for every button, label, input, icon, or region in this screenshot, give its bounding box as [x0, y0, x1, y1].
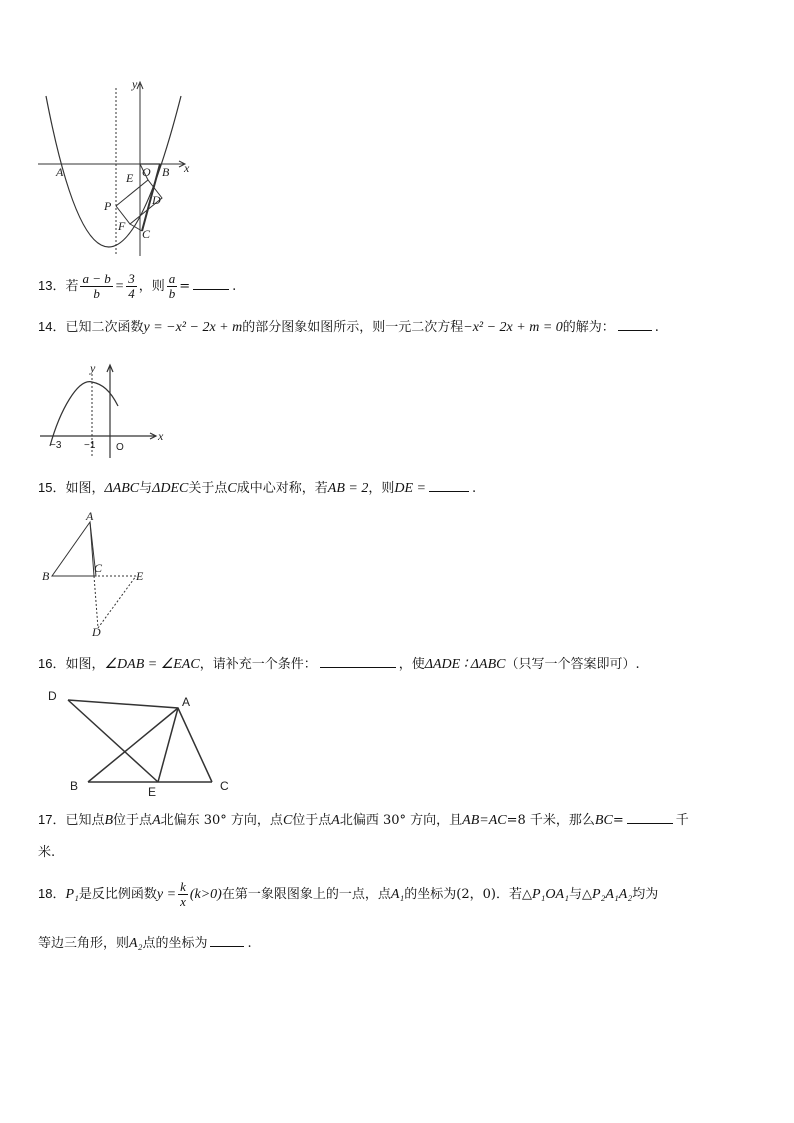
- question-17: 17．已知点B位于点A北偏东 30° 方向，点C位于点A北偏西 30° 方向，且AB=AC=8 千米，那么BC= 千: [38, 812, 689, 828]
- fig4-label-e: E: [148, 785, 157, 799]
- fig1-label-o: O: [142, 165, 151, 179]
- triangle-abc: [52, 522, 96, 576]
- fig1-label-p: P: [104, 199, 112, 213]
- question-18-line2: 等边三角形，则A₂点的坐标为 .: [38, 936, 252, 951]
- answer-blank[interactable]: [627, 822, 673, 824]
- question-13: 13．若 $\frac{a - b}{b}$ = $\frac{3}{4}$ ，则 $\frac{a}{b}$ = .: [38, 271, 237, 301]
- fig3-label-b: B: [42, 569, 50, 583]
- fig2-label-o: O: [116, 442, 124, 453]
- fig2-label-y: y: [90, 361, 96, 375]
- figure-quadratic-graph: [38, 360, 168, 462]
- fig1-label-a: A: [56, 165, 64, 179]
- answer-blank[interactable]: [193, 288, 229, 290]
- figure-parabola-pde: [36, 78, 196, 260]
- segment-a-b: [88, 708, 178, 782]
- answer-blank[interactable]: [618, 329, 652, 331]
- segment-d-e: [68, 700, 158, 782]
- fraction-3: $\frac{a}{b}$: [168, 271, 176, 301]
- answer-blank[interactable]: [210, 945, 244, 947]
- fig4-label-c: C: [220, 779, 229, 793]
- fig3-label-c: C: [94, 561, 103, 575]
- question-14: 14．已知二次函数y = −x² − 2x + m的部分图象如图所示，则一元二次方程−x² − 2x + m = 0的解为： .: [38, 319, 659, 335]
- segment-a-e: [158, 708, 178, 782]
- fig3-label-a: A: [86, 510, 94, 523]
- fig3-label-d: D: [92, 625, 101, 639]
- fig3-label-e: E: [136, 569, 144, 583]
- question-15: 15．如图，ΔABC与ΔDEC关于点C成中心对称，若AB = 2，则DE = .: [38, 480, 477, 496]
- question-17-line2: 米.: [38, 845, 56, 860]
- fig4-label-d: D: [48, 689, 57, 703]
- question-number: 16．: [38, 656, 66, 671]
- fig1-label-x: x: [184, 161, 190, 175]
- answer-blank[interactable]: [320, 666, 396, 668]
- fig1-label-y: y: [132, 78, 138, 91]
- segment-cd-dotted: [94, 576, 98, 628]
- fig4-label-a: A: [182, 695, 191, 709]
- fraction-k-over-x: $\frac{k}{x}$: [180, 879, 186, 909]
- parabola-curve: [46, 96, 181, 247]
- question-number: 18．: [38, 886, 66, 901]
- fraction-1: $\frac{a - b}{b}$: [82, 271, 111, 301]
- fig1-label-c: C: [142, 227, 151, 241]
- fig1-label-f: F: [118, 219, 126, 233]
- question-18: 18．P₁是反比例函数y = $\frac{k}{x}$ (k>0)在第一象限图象上的一点，点A₁的坐标为(2，0)．若△P₁OA₁与△P₂A₁A₂均为: [38, 879, 659, 909]
- segment-de-dotted: [98, 576, 136, 628]
- question-number: 13．: [38, 278, 66, 293]
- fig1-label-e: E: [126, 171, 134, 185]
- answer-blank[interactable]: [429, 490, 469, 492]
- question-number: 17．: [38, 812, 66, 827]
- segment-d-a-c: [68, 700, 212, 782]
- figure-central-symmetry: [38, 510, 158, 640]
- figure-similar-triangles: [40, 686, 240, 800]
- fig4-label-b: B: [70, 779, 79, 793]
- question-number: 14．: [38, 319, 66, 334]
- fig2-label-x: x: [158, 429, 164, 443]
- fig1-label-d: D: [152, 193, 161, 207]
- fig1-label-b: B: [162, 165, 170, 179]
- fig2-label-minus3: −3: [50, 440, 62, 451]
- fraction-2: $\frac{3}{4}$: [128, 271, 135, 301]
- fig2-label-minus1: −1: [84, 440, 96, 451]
- question-16: 16．如图，∠DAB = ∠EAC，请补充一个条件： ，使ΔADE ∶ ΔABC（只写一个答案即可）.: [38, 656, 640, 672]
- question-number: 15．: [38, 480, 66, 495]
